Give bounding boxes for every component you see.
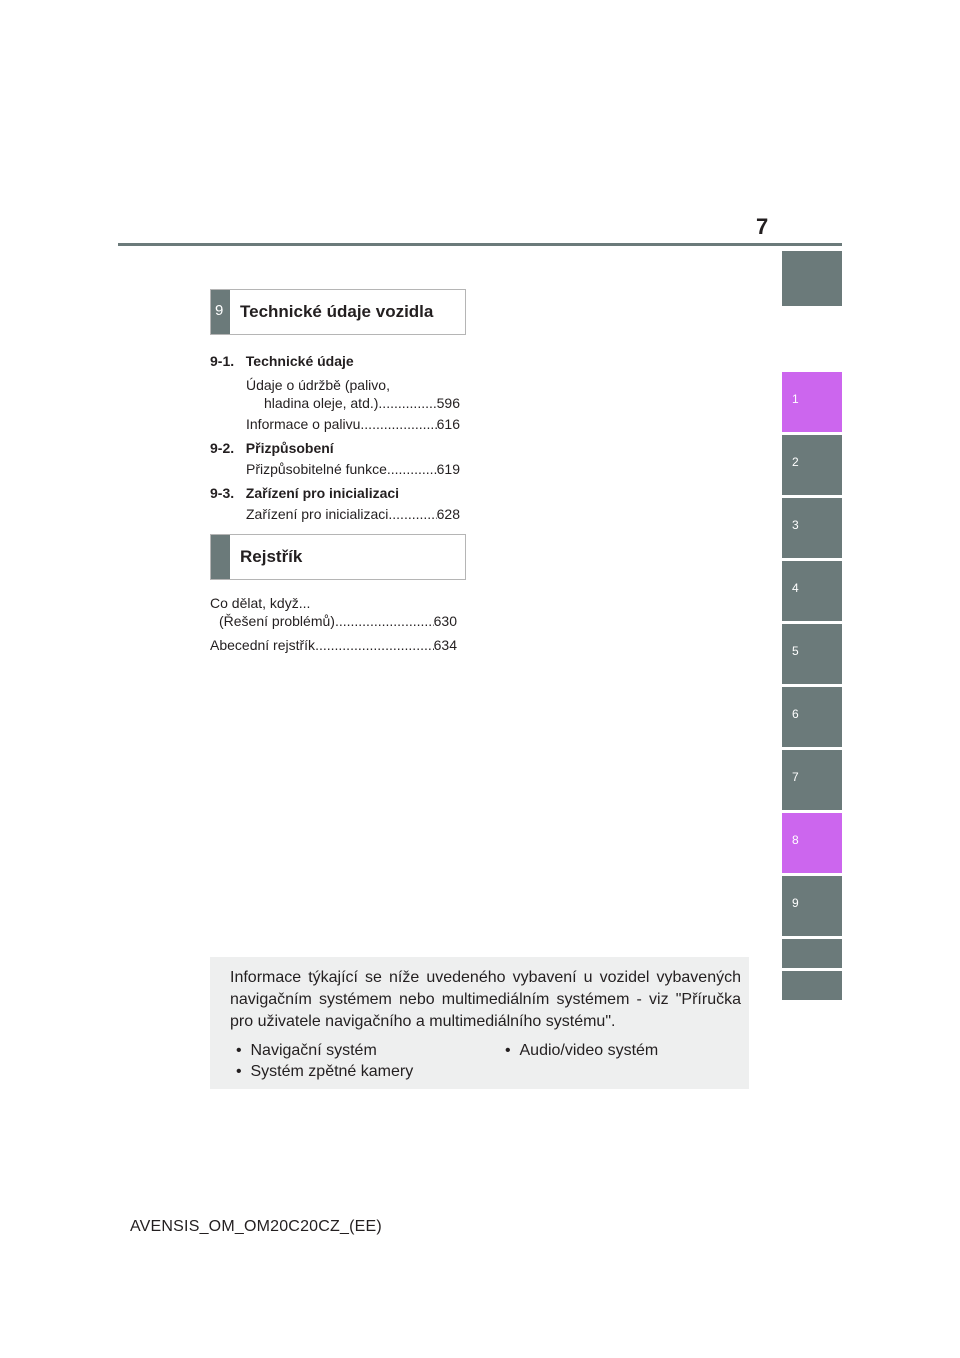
chapter-tab-label: 3 xyxy=(792,518,799,532)
chapter-tab-6[interactable] xyxy=(782,687,842,747)
bullet-item: • Audio/video systém xyxy=(505,1042,659,1059)
toc-subsection-heading: 9-1. Technické údaje xyxy=(210,353,354,369)
page-ref: 634 xyxy=(433,637,457,653)
chapter-tab-5[interactable] xyxy=(782,624,842,684)
toc-entry[interactable]: Údaje o údržbě (palivo, hladina oleje, atd.) ..... 596 xyxy=(246,376,460,412)
chapter-tab-label: 7 xyxy=(792,770,799,784)
page-ref: 616 xyxy=(436,416,460,432)
chapter-tab-2[interactable] xyxy=(782,435,842,495)
chapter-tab-label: 2 xyxy=(792,455,799,469)
chapter-tab-extra-2[interactable] xyxy=(782,971,842,1000)
page-ref: 596 xyxy=(436,395,460,411)
chapter-tab-1[interactable] xyxy=(782,372,842,432)
page-ref: 619 xyxy=(436,461,460,477)
page-ref: 630 xyxy=(433,613,457,629)
header-rule xyxy=(118,243,842,246)
index-entry[interactable]: Abecední rejstřík ..... 634 xyxy=(210,636,457,654)
page-ref: 628 xyxy=(436,506,460,522)
bullet-item: • Systém zpětné kamery xyxy=(236,1063,414,1080)
chapter-tab-3[interactable] xyxy=(782,498,842,558)
section-header-index xyxy=(210,534,466,580)
chapter-tab-extra-1[interactable] xyxy=(782,939,842,968)
toc-entry[interactable]: Přizpůsobitelné funkce ..... 619 xyxy=(246,460,460,478)
section-marker xyxy=(211,535,230,579)
chapter-tab-7[interactable] xyxy=(782,750,842,810)
chapter-tab-top[interactable] xyxy=(782,251,842,306)
index-list xyxy=(210,594,457,654)
chapter-tab-8[interactable] xyxy=(782,813,842,873)
page-number: 7 xyxy=(756,214,769,239)
chapter-tab-label: 4 xyxy=(792,581,799,595)
section-title: Rejstřík xyxy=(240,547,303,566)
toc-subsection-heading: 9-2. Přizpůsobení xyxy=(210,440,334,456)
chapter-tab-label: 8 xyxy=(792,833,799,847)
chapter-tab-label: 9 xyxy=(792,896,799,910)
chapter-tab-label: 6 xyxy=(792,707,799,721)
chapter-tab-4[interactable] xyxy=(782,561,842,621)
info-box xyxy=(210,957,749,1089)
footer-code: AVENSIS_OM_OM20C20CZ_(EE) xyxy=(130,1218,382,1235)
toc-entry[interactable]: Zařízení pro inicializaci ..... 628 xyxy=(246,505,460,523)
section-header-technical-data xyxy=(210,289,466,335)
chapter-tab-label: 5 xyxy=(792,644,799,658)
toc-entry[interactable]: Informace o palivu ..... 616 xyxy=(246,415,460,433)
chapter-tab-9[interactable] xyxy=(782,876,842,936)
info-text: Informace týkající se níže uvedeného vybavení u vozidel vybavených navigačním systémem nebo multimediálním systémem - viz "Příručka pro uživatele navigačního a multimediálního systému". xyxy=(230,969,741,1030)
chapter-tab-label: 1 xyxy=(792,392,799,406)
toc-subsection-heading: 9-3. Zařízení pro inicializaci xyxy=(210,485,400,501)
section-title: Technické údaje vozidla xyxy=(240,302,434,321)
section-marker: 9 xyxy=(211,290,230,334)
index-entry[interactable]: Co dělat, když... (Řešení problémů) ..... 630 xyxy=(210,594,457,630)
bullet-item: • Navigační systém xyxy=(236,1042,377,1059)
